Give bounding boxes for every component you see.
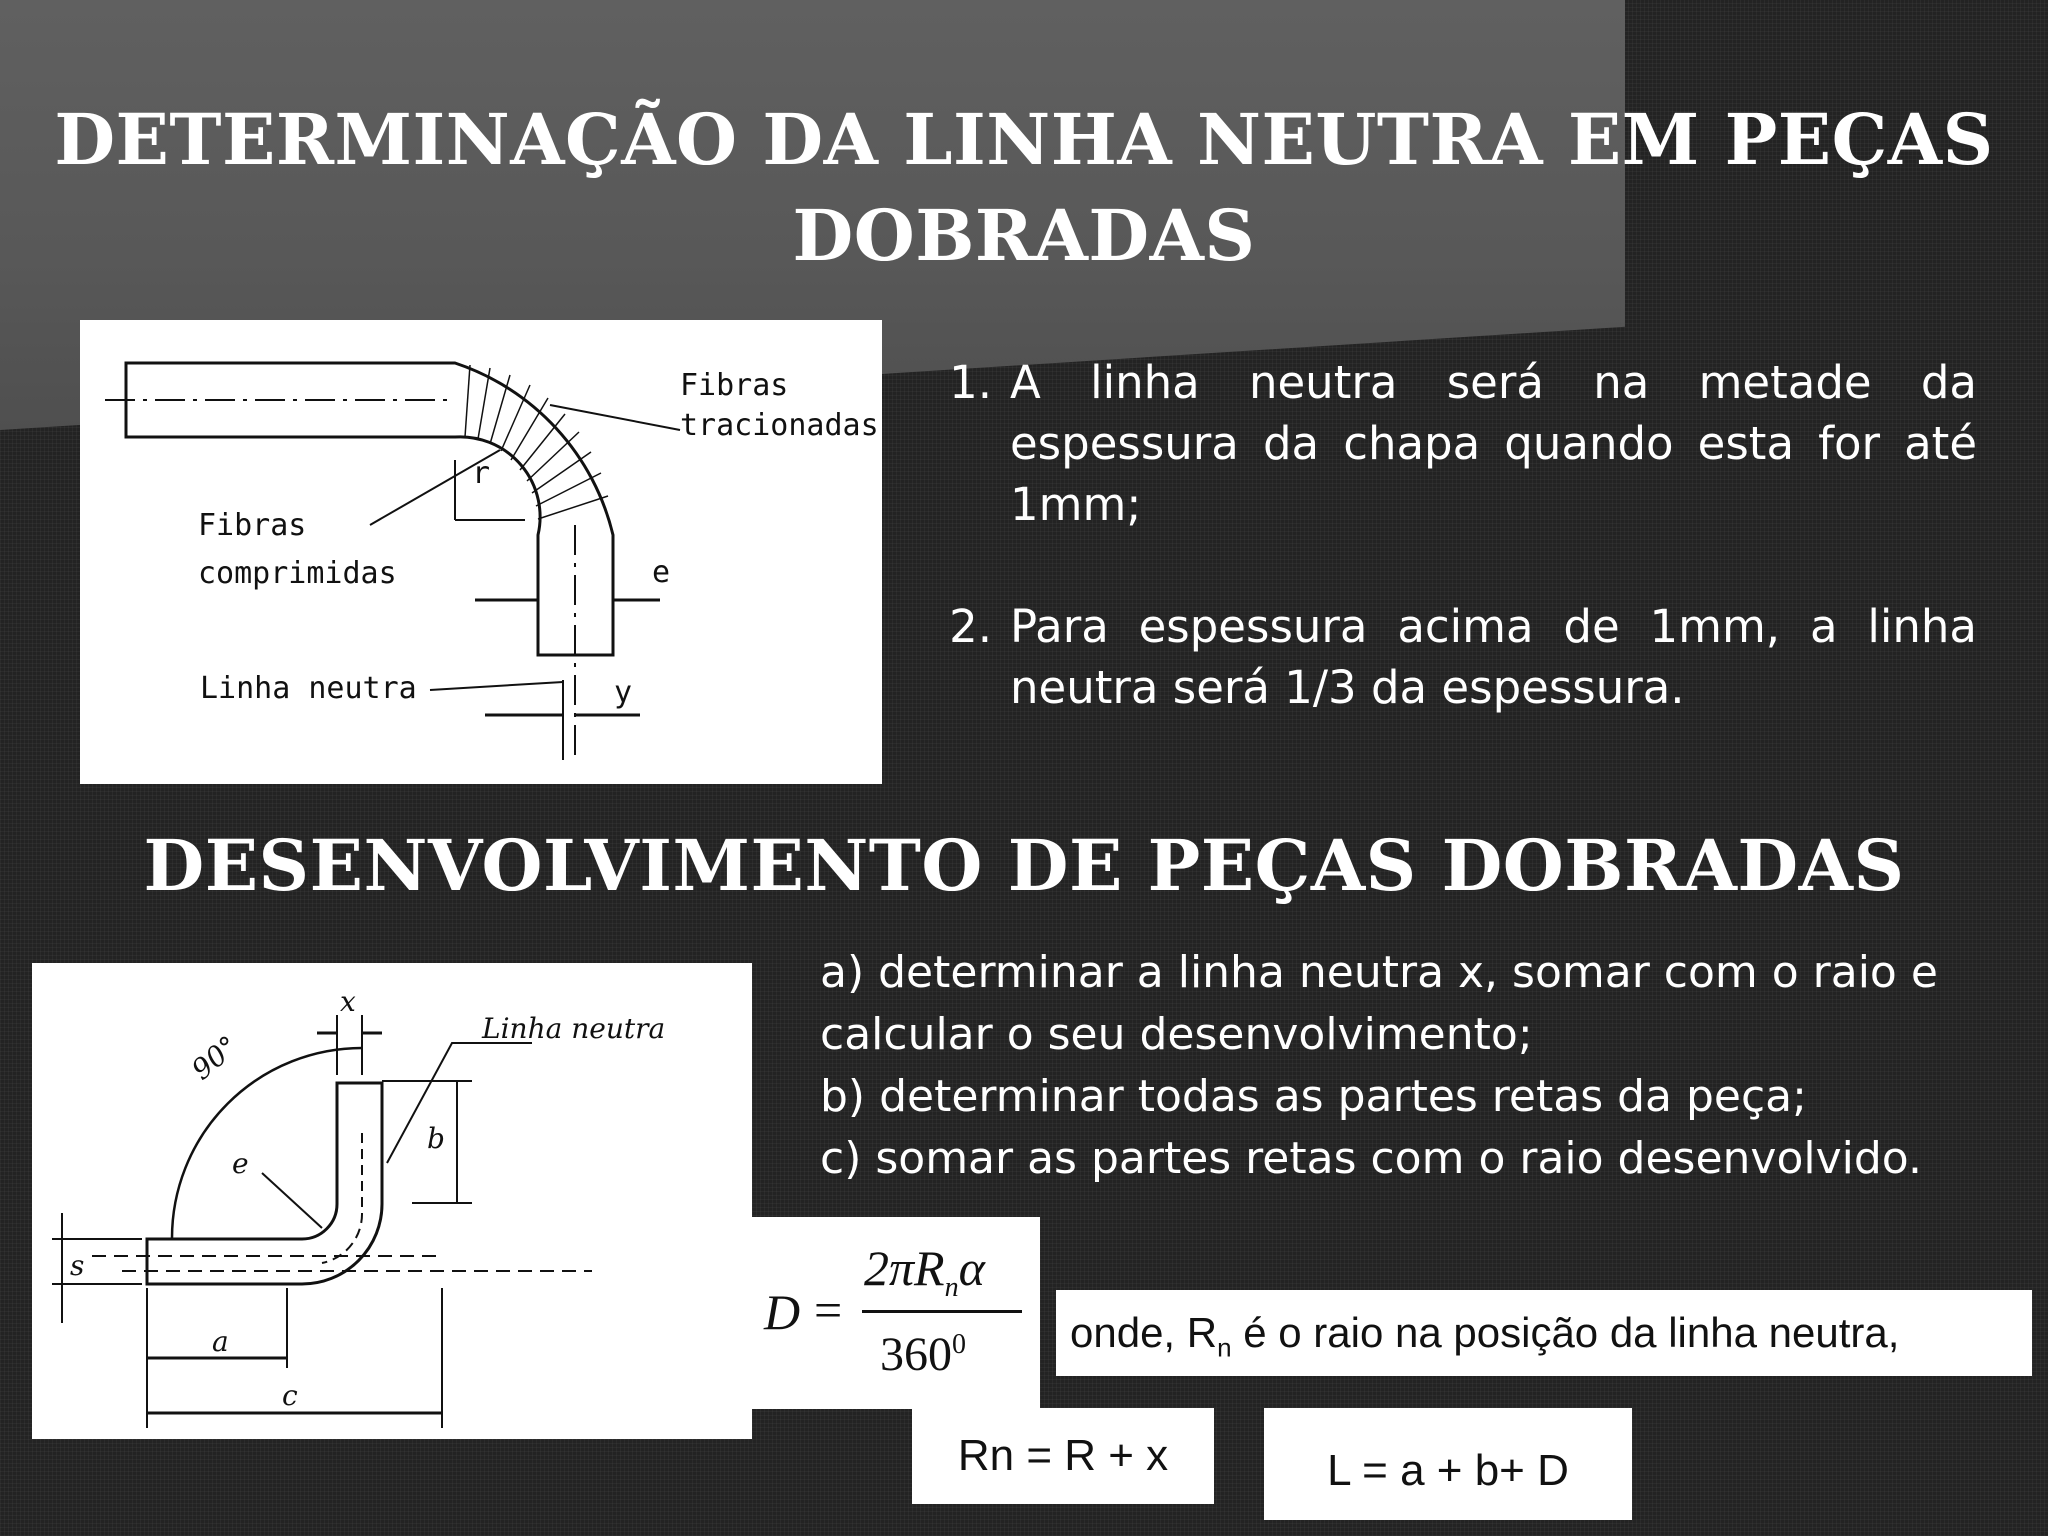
section-title: DESENVOLVIMENTO DE PEÇAS DOBRADAS	[143, 824, 1905, 907]
rule-text: Para espessura acima de 1mm, a linha neutra será 1/3 da espessura.	[1010, 600, 1977, 714]
label-linha-neutra-2: Linha neutra	[482, 1012, 666, 1045]
svg-text:a	[212, 1325, 229, 1358]
svg-text:90°	[185, 1029, 244, 1086]
page-title-line2: DOBRADAS	[792, 194, 1256, 277]
formula-fraction-bar	[862, 1310, 1022, 1313]
rule-item	[925, 596, 1977, 718]
svg-text:Fibras	[680, 368, 788, 403]
svg-text:x	[340, 985, 356, 1018]
development-formula	[752, 1217, 1040, 1409]
formula-numerator-sub: n	[944, 1272, 959, 1303]
label-a: a	[212, 1325, 229, 1358]
label-b: b	[427, 1122, 445, 1155]
label-fibras-comprimidas-2: comprimidas	[198, 556, 397, 591]
label-angle-90: 90°	[185, 1029, 245, 1087]
rule-number: 1.	[949, 356, 992, 409]
svg-text:comprimidas	[198, 556, 397, 591]
svg-text:b	[427, 1122, 445, 1155]
onde-sub: n	[1217, 1332, 1232, 1363]
page-title	[0, 92, 2048, 284]
svg-text:Linha neutra	[481, 1012, 665, 1045]
neutral-line-diagram	[80, 320, 882, 784]
formula-numerator-main: 2πR	[864, 1240, 945, 1296]
label-s: s	[70, 1249, 85, 1282]
svg-text:r	[472, 456, 490, 491]
rn-formula: Rn = R + x	[912, 1408, 1214, 1504]
step-line: c) somar as partes retas com o raio desenvolvido.	[820, 1133, 1922, 1184]
svg-text:Linha neutra	[200, 671, 417, 706]
svg-text:e	[652, 555, 670, 590]
development-steps	[820, 942, 2020, 1190]
label-linha-neutra: Linha neutra	[200, 671, 417, 706]
rule-number: 2.	[949, 600, 992, 653]
onde-note	[1056, 1290, 2032, 1376]
label-fibras-tracionadas-2: tracionadas	[680, 408, 879, 443]
step-line: a) determinar a linha neutra x, somar com o raio e	[820, 947, 1938, 998]
rule-text: A linha neutra será na metade da espessura da chapa quando esta for até 1mm;	[1010, 356, 1977, 531]
neutral-line-rules	[925, 352, 1977, 718]
label-x: x	[340, 985, 356, 1018]
step-line: calcular o seu desenvolvimento;	[820, 1009, 1533, 1060]
formula-denominator	[880, 1327, 966, 1382]
bent-piece-diagram	[32, 963, 752, 1439]
label-y: y	[614, 675, 633, 710]
length-formula: L = a + b+ D	[1264, 1408, 1632, 1520]
bent-piece-svg	[32, 963, 752, 1439]
svg-text:y	[614, 675, 632, 710]
page-title-line1: DETERMINAÇÃO DA LINHA NEUTRA EM PEÇAS	[54, 98, 1994, 181]
formula-numerator	[864, 1239, 985, 1304]
onde-prefix: onde, R	[1070, 1309, 1218, 1356]
label-e-2: e	[232, 1147, 249, 1180]
label-e: e	[652, 555, 671, 590]
label-fibras-comprimidas-1: Fibras	[198, 508, 307, 543]
formula-lhs: D	[764, 1284, 801, 1340]
label-fibras-tracionadas-1: Fibras	[680, 368, 789, 403]
step-line: b) determinar todas as partes retas da peça;	[820, 1071, 1807, 1122]
neutral-line-svg	[80, 320, 882, 784]
svg-text:tracionadas	[680, 408, 879, 443]
svg-text:Fibras	[198, 508, 306, 543]
formula-denominator-main: 360	[880, 1328, 952, 1381]
onde-suffix: é o raio na posição da linha neutra,	[1231, 1309, 1900, 1356]
formula-numerator-end: α	[958, 1240, 985, 1296]
label-r: r	[472, 456, 491, 491]
svg-text:s	[70, 1249, 84, 1282]
svg-text:e	[232, 1147, 249, 1180]
formula-eq: =	[814, 1282, 843, 1338]
label-c: c	[282, 1379, 298, 1412]
rule-item	[925, 352, 1977, 535]
svg-text:c	[282, 1379, 298, 1412]
formula-denominator-sup: 0	[952, 1329, 966, 1360]
